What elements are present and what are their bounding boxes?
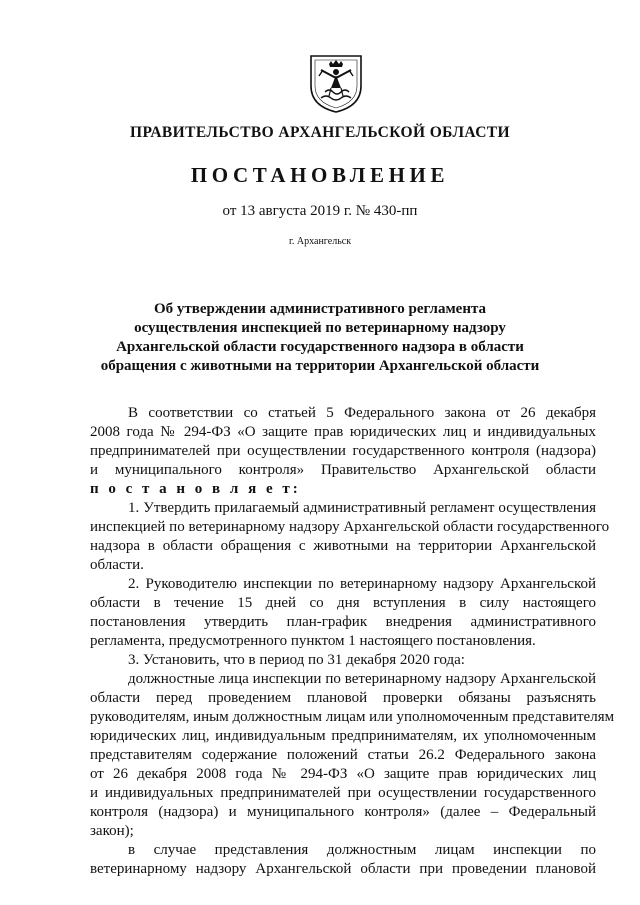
body-line: инспекцией по ветеринарному надзору Архангельской области государственного [90,519,610,535]
coat-of-arms-icon [307,52,365,114]
paragraph-item-3 [90,651,596,670]
document-title [60,300,580,376]
body-line: области в течение 15 дней со дня вступления в силу настоящего [90,595,596,611]
body-line: предпринимателей при осуществлении государственного контроля (надзора) [90,443,596,459]
title-line: осуществления инспекцией по ветеринарному надзору [134,320,506,336]
body-line: ветеринарному надзору Архангельской области при проведении плановой [90,861,596,877]
body-line: и индивидуальных предпринимателей при осуществлении государственного [90,785,596,801]
body-line: регламента, предусмотренного пунктом 1 настоящего постановления. [90,633,536,649]
body-line: закон); [90,823,134,839]
document-body [90,404,615,879]
paragraph-subitem-explain [90,670,615,841]
body-line: в случае представления должностным лицам инспекции по [128,842,596,858]
document-city: г. Архангельск [288,236,352,247]
body-line: и муниципального контроля» Правительство Архангельской области [90,462,596,478]
body-line: от 26 декабря 2008 года № 294-ФЗ «О защите прав юридических лиц [90,766,596,782]
body-line: контроля (надзора) и муниципального контроля» (далее – Федеральный [90,804,596,820]
paragraph-item-2 [90,575,596,651]
title-line: обращения с животными на территории Архангельской области [100,358,540,374]
body-line: надзора в области обращения с животными на территории Архангельской [90,538,596,554]
body-line: области. [90,557,144,573]
document-type: ПОСТАНОВЛЕНИЕ [190,163,450,187]
body-line: руководителям, иным должностным лицам или уполномоченным представителям [90,709,615,725]
title-line: Архангельской области государственного надзора в области [116,339,524,355]
body-line: 3. Установить, что в период по 31 декабря 2020 года: [128,652,465,668]
paragraph-preamble [90,404,596,499]
body-line: В соответствии со статьей 5 Федерального закона от 26 декабря [128,405,596,421]
organization-name: ПРАВИТЕЛЬСТВО АРХАНГЕЛЬСКОЙ ОБЛАСТИ [129,124,510,141]
body-line: 1. Утвердить прилагаемый административный регламент осуществления [128,500,596,516]
title-line: Об утверждении административного регламента [153,301,487,317]
body-line: 2008 года № 294-ФЗ «О защите прав юридических лиц и индивидуальных [90,424,596,440]
body-line: должностные лица инспекции по ветеринарному надзору Архангельской [128,671,596,687]
document-date-number: от 13 августа 2019 г. № 430-пп [222,203,418,219]
body-line: представителям содержание положений статьи 26.2 Федерального закона [90,747,596,763]
paragraph-subitem-representation [90,841,596,879]
body-line: 2. Руководителю инспекции по ветеринарному надзору Архангельской [128,576,596,592]
paragraph-item-1 [90,499,610,575]
body-line: постановления утвердить план-график внедрения административного [90,614,596,630]
resolves-word: п о с т а н о в л я е т: [90,481,301,497]
body-line: юридических лиц, индивидуальным предпринимателям, их уполномоченным [90,728,596,744]
body-line: области перед проведением плановой проверки обязаны разъяснять [90,690,596,706]
